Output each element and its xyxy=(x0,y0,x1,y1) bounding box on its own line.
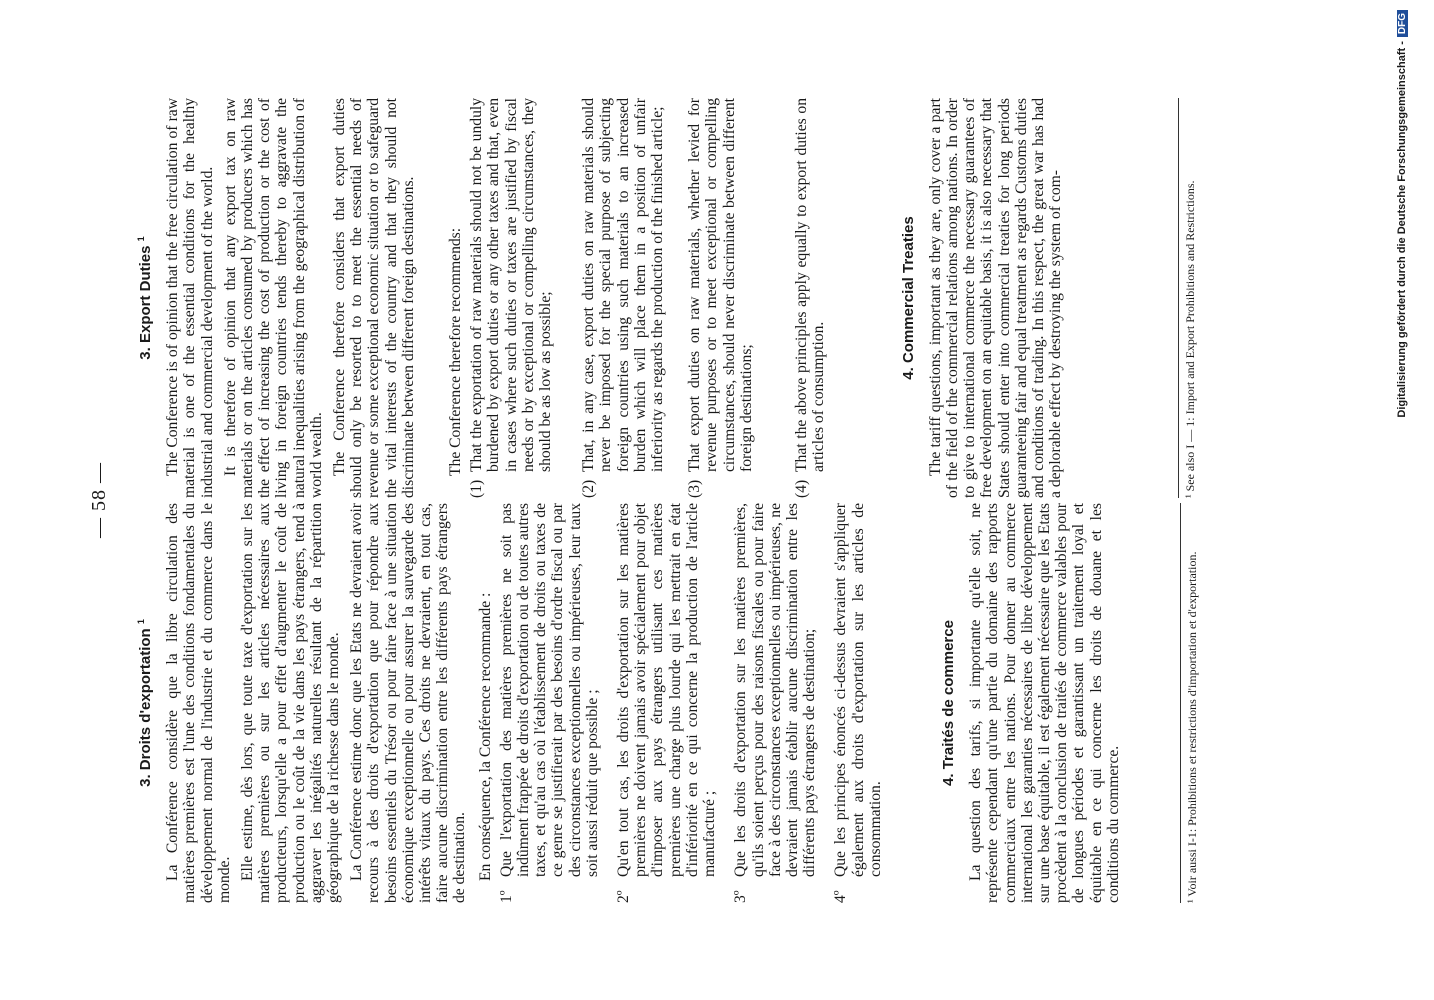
en-section4-title: 4. Commercial Treaties xyxy=(899,216,917,380)
fr-footnote: ¹ Voir aussi I-1: Prohibitions et restrictions d'importation et d'exportation. xyxy=(1180,503,1199,903)
fr-item-2 xyxy=(615,503,718,903)
en-paragraph-5: The tariff questions, important as they are, only cover a part of the field of the commercial relations among nations. In order to give to international commerce the necessary guarantees of free development on an equitable basis, it is also necessary that States should enter into commercial treaties for long periods guaranteeing fair and equal treatment as regards Customs duties and conditions of trading. In this respect, the great war has had a deplorable effect by destroying the system of com- xyxy=(926,98,1065,498)
en-item-2 xyxy=(580,98,666,498)
digitization-note xyxy=(1396,0,1408,1000)
en-item-2-text: That, in any case, export duties on raw materials should never be imposed for the special purpose of subjecting foreign countries using such materials to an increased burden which will place them in a position of unfair inferiority as regards the production of the finished article; xyxy=(580,98,667,472)
fr-item-4-num: 4º xyxy=(832,890,850,903)
fr-paragraph-3: La Conférence estime donc que les Etats ne devraient avoir recours à des droits d'exportation que pour répondre aux besoins essentiels du Trésor ou pour faire face à une situation économique exceptionnelle ou pour assurer la sauvegarde des intérêts vitaux du pays. Ces droits ne devraient, en tout cas, faire aucune discrimination entre les différents pays étrangers de destination. xyxy=(348,503,469,903)
en-paragraph-1: The Conference is of opinion that the free circulation of raw material is one of the essential conditions for the healthy industrial and commercial development of the world. xyxy=(164,98,216,498)
en-section3-title xyxy=(133,98,154,498)
fr-section3-title xyxy=(133,503,154,903)
fr-item-1-text: Que l'exportation des matières premières ne soit pas indûment frappée de droits d'exportation ou de toutes autres taxes, et qu'au cas où l'établissement de droits ou taxes de ce genre se justifierait par des besoins d'ordre fiscal ou par des circonstances exceptionnelles ou impérieuses, leur taux soit aussi réduit que possible ; xyxy=(497,503,601,877)
fr-item-4-text: Que les principes énoncés ci-dessus devraient s'appliquer également aux droits d'exportation sur les articles de consommation. xyxy=(832,503,884,877)
en-item-3-text: That export duties on raw materials, whether levied for revenue purposes or to meet exceptional or compelling circumstances, should never discriminate between different foreign destinations; xyxy=(686,98,755,472)
en-item-4 xyxy=(793,98,827,498)
fr-section4-title: 4. Traités de commerce xyxy=(939,620,957,786)
en-section3-footnote-mark: 1 xyxy=(136,236,146,242)
fr-paragraph-5: La question des tarifs, si importante qu'elle soit, ne représente cependant qu'une partie du domaine des rapports commerciaux entre les nations. Pour donner au commerce international les garanties nécessaires de libre développement sur une base équitable, il est également nécessaire que les Etats procèdent à la conclusion de traités de commerce valables pour de longues périodes et garantissant un traitement loyal et équitable en ce qui concerne les droits de douane et les conditions du commerce. xyxy=(967,503,1122,903)
digitization-strip xyxy=(1396,0,1412,1000)
en-item-4-num: (4) xyxy=(793,479,811,498)
en-section3-title-text: 3. Export Duties xyxy=(137,245,154,360)
en-item-1 xyxy=(468,98,554,498)
fr-section3-title-text: 3. Droits d'exportation xyxy=(137,628,154,787)
en-item-1-num: (1) xyxy=(468,479,486,498)
fr-section3-footnote-mark: 1 xyxy=(136,619,146,625)
fr-paragraph-1: La Conférence considère que la libre circulation des matières premières est l'une des conditions fondamentales du développement normal de l'industrie et du commerce dans le monde. xyxy=(164,503,233,903)
fr-item-2-text: Qu'en tout cas, les droits d'exportation sur les matières premières ne doivent jamais avoir spécialement pour objet d'imposer aux pays étrangers utilisant ces matières premières une charge plus lourde qui les mettrait en état d'infériorité en ce qui concerne la production de l'article manufacturé ; xyxy=(615,503,719,877)
en-paragraph-3: The Conference therefore considers that export duties should only be resorted to to meet the essential needs of revenue or some exceptional economic situation or to safeguard the vital interests of the country and that they should not discriminate between different foreign destinations. xyxy=(331,98,417,498)
en-item-1-text: That the exportation of raw materials should not be unduly burdened by export duties or any other taxes and that, even in cases where such duties or taxes are justified by fiscal needs or by exceptional or compelling circumstances, they should be as low as possible; xyxy=(468,98,555,472)
page-number: — 58 — xyxy=(88,462,110,538)
fr-item-4 xyxy=(832,503,884,903)
fr-item-2-num: 2º xyxy=(615,890,633,903)
fr-paragraph-4: En conséquence, la Conférence recommande : xyxy=(476,592,494,881)
fr-item-1 xyxy=(498,503,601,903)
french-column xyxy=(133,503,1122,903)
en-paragraph-2: It is therefore of opinion that any export tax on raw materials or on the articles consumed by producers which has the effect of increasing the cost of production or the cost of living in foreign countries tends thereby to aggravate the natural inequalities arising from the geographical distribution of world wealth. xyxy=(221,98,325,498)
fr-item-1-num: 1º xyxy=(497,890,515,903)
dfg-logo: DFG xyxy=(1397,10,1408,37)
en-paragraph-4: The Conference therefore recommends: xyxy=(447,227,465,476)
fr-item-3 xyxy=(732,503,818,903)
en-footnote: ¹ See also I — 1: Import and Export Prohibitions and Restrictions. xyxy=(1178,98,1197,498)
fr-item-3-num: 3º xyxy=(732,890,750,903)
fr-item-3-text: Que les droits d'exportation sur les matières premières, qu'ils soient perçus pour des raisons fiscales ou pour faire face à des circonstances exceptionnelles ou impérieuses, ne devraient jamais établir aucune discrimination entre les différents pays étrangers de destination; xyxy=(732,503,819,877)
en-item-3 xyxy=(686,98,755,498)
digitization-note-text: Digitalisierung gefördert durch die Deutsche Forschungsgemeinschaft - xyxy=(1396,41,1408,418)
english-column xyxy=(133,98,1064,498)
en-item-3-num: (3) xyxy=(686,479,704,498)
en-item-4-text: That the above principles apply equally to export duties on articles of consumption. xyxy=(793,98,828,472)
fr-paragraph-2: Elle estime, dès lors, que toute taxe d'exportation sur les matières premières ou sur les articles nécessaires aux producteurs, lorsqu'elle a pour effet d'augmenter le coût de production ou le coût de la vie dans les pays étrangers, tend à aggraver les inégalités naturelles résultant de la répartition géographique de la richesse dans le monde. xyxy=(239,503,343,903)
en-item-2-num: (2) xyxy=(580,479,598,498)
